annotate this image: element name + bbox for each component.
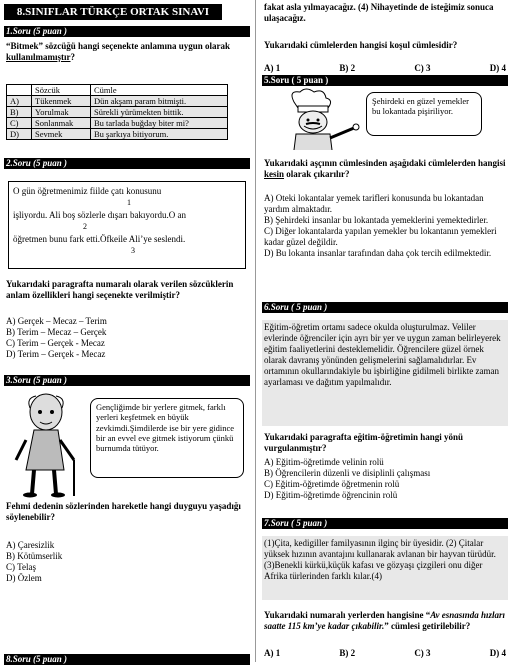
question-6-text: Yukarıdaki paragrafta eğitim-öğretimin hangi yönü vurgulanmıştır? [264,432,464,453]
option-b[interactable]: B) 2 [339,648,356,658]
question-3-header: 3.Soru (5 puan ) [4,375,250,386]
question-7-text [264,610,506,632]
q5-underlined-word: kesin [264,168,285,179]
question-2-paragraph-box [8,181,246,269]
option-c[interactable]: C) Eğitim-öğretimde öğretmenin rolü [264,478,400,489]
question-2-text: Yukarıdaki paragrafta numaralı olarak verilen sözcüklerin anlam özellikleri hangi seçenekte verilmiştir? [6,279,234,300]
question-4-options [264,63,506,74]
option-d[interactable]: D) Terim – Gerçek - Mecaz [6,348,106,359]
old-man-illustration [8,390,88,498]
exam-title: 8.SINIFLAR TÜRKÇE ORTAK SINAVI [4,4,222,20]
q4-sentence-number: (4) [358,2,369,12]
table-cell: Tükenmek [32,96,91,107]
option-d[interactable]: D) Özlem [6,572,42,583]
question-4-text: Yukarıdaki cümlelerden hangisi koşul cümlesidir? [264,40,458,50]
number-label-2: 2 [83,222,87,231]
table-cell: D) [7,129,32,140]
question-5-text [264,158,506,180]
question-7-paragraph: (1)Çita, kedigiller familyasının ilginç bir üyesidir. (2) Çitalar yüksek hızının avantajını kullanarak avlanan bir hayvan türüdür. (3)Benekli kürkü,küçük kafası ve gözyaşı çizgileri onu diğer Afrika türlerinden farklı kılar.(4) [264,538,496,581]
option-c[interactable]: C) Diğer lokantalarda yapılan yemekler bu lokantanın yemekleri kadar güzel değildir. [264,225,497,247]
question-6-header: 6.Soru ( 5 puan ) [262,302,508,313]
table-header-cell [7,85,32,96]
question-4-continued-text [264,2,506,24]
table-cell: Bu şarkıya bitiyorum. [91,129,228,140]
question-1-header: 1.Soru (5 puan ) [4,26,250,37]
question-3-text: Fehmi dedenin sözlerinden hareketle hangi duyguyu yaşadığı söylenebilir? [6,501,241,522]
table-cell: C) [7,118,32,129]
table-cell: Yorulmak [32,107,91,118]
question-2-options [6,316,248,360]
column-divider [255,0,256,662]
q4-text-part: fakat asla yılmayacağız. [264,2,358,12]
option-a[interactable]: A) 1 [264,63,281,73]
table-cell: Sonlanmak [32,118,91,129]
option-d[interactable]: D) 4 [489,648,506,658]
option-c[interactable]: C) Telaş [6,561,36,572]
chef-illustration [266,88,362,150]
question-7-header: 7.Soru ( 5 puan ) [262,518,508,529]
q7-text-part: ” cümlesi getirilebilir? [384,620,471,631]
table-row [7,118,228,129]
paragraph-line-3: öğretmen bunu fark etti.Öfkeile Ali’ye seslendi. [13,234,186,244]
question-5-header: 5.Soru ( 5 puan ) [262,75,508,86]
number-label-3: 3 [131,246,135,255]
table-header-cell: Sözcük [32,85,91,96]
table-row [7,96,228,107]
table-cell: Dün akşam param bitmişti. [91,96,228,107]
table-row [7,107,228,118]
number-label-1: 1 [127,198,131,207]
option-c[interactable]: C) 3 [414,648,431,658]
q7-italic-sentence: Av esnasında hızları saatte 115 km’ye kadar çıkabilir. [264,610,506,631]
option-d[interactable]: D) Bu lokanta insanlar tarafından daha çok tercih edilmektedir. [264,247,492,258]
table-cell: B) [7,107,32,118]
question-8-header: 8.Soru (5 puan ) [4,654,250,665]
option-a[interactable]: A) Çaresizlik [6,540,55,550]
option-d[interactable]: D) Eğitim-öğretimde öğrencinin rolü [264,489,398,500]
q5-text-part: Yukarıdaki aşçının cümlesinden aşağıdaki cümlelerden hangisi [264,158,506,168]
question-6-options [264,457,506,501]
option-b[interactable]: B) Kötümserlik [6,550,63,561]
q1-text-end: ? [70,51,76,62]
paragraph-line-2: işliyordu. Ali boş sözlerle dışarı bakıyordu.O an [13,210,186,220]
option-b[interactable]: B) Terim – Mecaz – Gerçek [6,326,107,337]
q3-speech-bubble: Gençliğimde bir yerlere gitmek, farklı yerleri keşfetmek en büyük zevkimdi.Şimdilerde ise bir yere gidince bir an evvel eve gitmek istiyorum çünkü burnumda tütüyor. [90,398,244,478]
table-cell: Sevmek [32,129,91,140]
option-b[interactable]: B) Şehirdeki insanlar bu lokantada yemeklerini yemektedirler. [264,214,489,225]
table-cell: A) [7,96,32,107]
paragraph-line-1: O gün öğretmenimiz fiilde çatı konusunu [13,186,162,196]
question-3-options [6,540,248,584]
table-cell: Bu tarlada buğday biter mi? [91,118,228,129]
q4-text-part: Nihayetinde de isteğimiz sonuca ulaşacağız. [264,2,494,23]
table-header-row [7,85,228,96]
table-cell: Sürekli yürümekten bittik. [91,107,228,118]
question-7-options [264,648,506,659]
option-b[interactable]: B) 2 [339,63,356,73]
q7-text-part: Yukarıdaki numaralı yerlerden hangisine “ [264,610,431,620]
q5-speech-bubble: Şehirdeki en güzel yemekler bu lokantada pişiriliyor. [366,92,482,136]
option-a[interactable]: A) Oteki lokantalar yemek tarifleri konusunda bu lokantadan yardım almaktadır. [264,193,484,214]
option-a[interactable]: A) Eğitim-öğretimde velinin rolü [264,457,384,467]
q1-underlined-word: kullanılmamıştır [6,51,71,62]
q5-text-part: olarak çıkarılır? [284,168,350,179]
q1-text-part: “Bitmek” sözcüğü hangi seçenekte anlamına uygun olarak [6,41,231,51]
question-2-header: 2.Soru (5 puan ) [4,158,250,169]
question-1-text [6,41,248,63]
table-row [7,129,228,140]
option-c[interactable]: C) 3 [414,63,431,73]
question-1-table [6,84,228,140]
question-6-paragraph: Eğitim-öğretim ortamı sadece okulda oluşturulmaz. Veliler evlerinde öğrenciler için ayrı bir yer ve uygun zaman belirleyerek eğitim faaliyetlerini desteklemelidir. Öğrencilere güzel örnek olarak davranış yönünden gelişmelerini sağlamalıdırlar. Ev ortamının okullarındakiyle bu işbirliğine gidilmeli birlikte zaman ayarlaması ve dağıtım yapılmalıdır. [264,322,501,387]
option-c[interactable]: C) Terim – Gerçek - Mecaz [6,337,105,348]
table-header-cell: Cümle [91,85,228,96]
question-5-options [264,193,506,259]
option-a[interactable]: A) Gerçek – Mecaz – Terim [6,316,107,326]
option-d[interactable]: D) 4 [489,63,506,73]
option-a[interactable]: A) 1 [264,648,281,658]
option-b[interactable]: B) Öğrencilerin düzenli ve disiplinli çalışması [264,467,431,478]
